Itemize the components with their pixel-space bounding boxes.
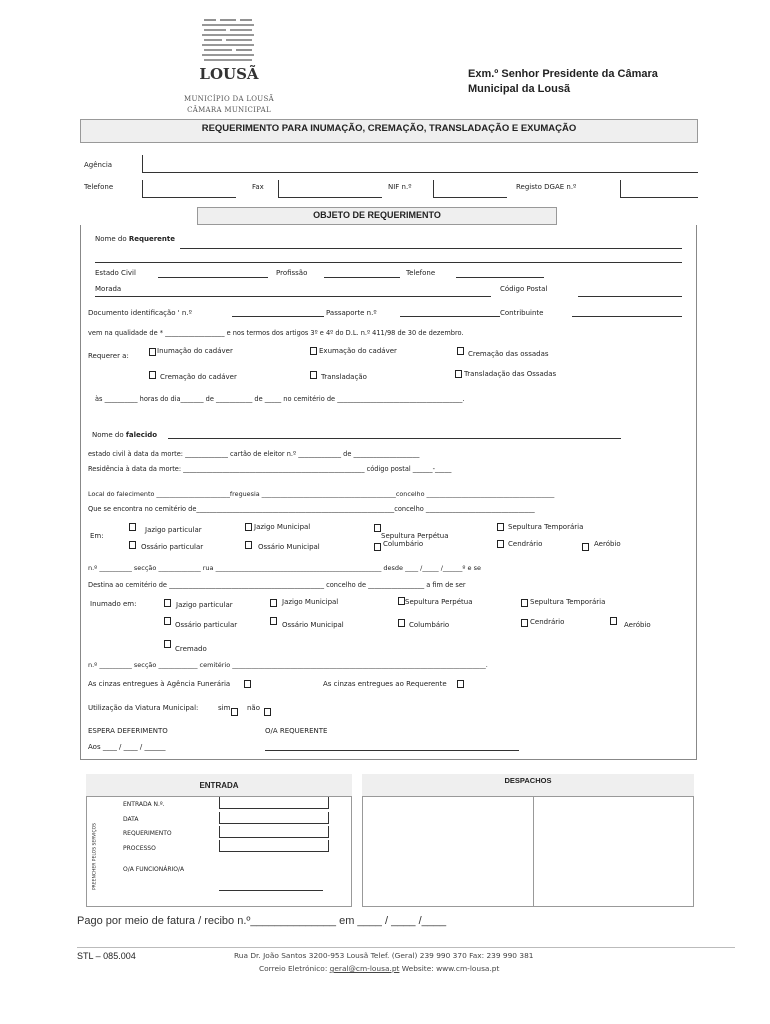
profissao-label: Profissão — [276, 269, 308, 277]
fax-field[interactable] — [278, 197, 382, 198]
addressee-line-1: Exm.º Senhor Presidente da Câmara — [468, 68, 658, 80]
entrada-row-processo: PROCESSO — [123, 845, 156, 852]
ossario-particular-checkbox[interactable] — [129, 541, 136, 549]
viatura-nao-label: não — [247, 704, 261, 712]
inumado-jazigo-municipal-checkbox[interactable] — [270, 599, 277, 607]
trasladacao-checkbox[interactable] — [310, 371, 317, 379]
email-link[interactable]: geral@cm-lousa.pt — [329, 964, 400, 973]
despachos-title: DESPACHOS — [504, 776, 552, 785]
telefone-field[interactable] — [142, 197, 236, 198]
exumacao-checkbox[interactable] — [310, 347, 317, 355]
requerente-signature-label: O/A REQUERENTE — [265, 727, 328, 735]
jazigo-particular-label: Jazigo particular — [145, 526, 202, 534]
cremado-label: Cremado — [175, 645, 207, 653]
inumacao-checkbox[interactable] — [149, 348, 156, 356]
ossario-municipal-checkbox[interactable] — [245, 541, 252, 549]
logo-subtitle-1: MUNICÍPIO DA LOUSÃ — [184, 95, 274, 103]
entrada-requerimento-field[interactable] — [219, 826, 329, 838]
sepultura-temporaria-checkbox[interactable] — [497, 523, 504, 531]
sepultura-perpetua-label: Sepultura Perpétua — [381, 532, 449, 540]
logo-name: LOUSÃ — [199, 65, 259, 83]
codigo-postal-field[interactable] — [578, 296, 682, 297]
passaporte-field[interactable] — [400, 316, 500, 317]
entrada-numero-field[interactable] — [219, 797, 329, 809]
ossario-particular-label: Ossário particular — [141, 543, 204, 551]
passaporte-label: Passaporte n.º — [326, 309, 377, 317]
morada-field[interactable] — [95, 296, 491, 297]
cendrario-label: Cendrário — [508, 540, 543, 548]
footer-divider — [77, 947, 735, 948]
inumado-jazigo-particular-label: Jazigo particular — [176, 601, 233, 609]
cinzas-agencia-checkbox[interactable] — [244, 680, 251, 688]
nif-label: NIF n.º — [388, 183, 412, 191]
objeto-title: OBJETO DE REQUERIMENTO — [313, 210, 441, 220]
local-falecimento-line: Local do falecimento _______________________freguesia __________________________________________concelho ________________________________________ — [88, 490, 555, 498]
inumacao-label: Inumação do cadáver — [157, 347, 233, 355]
telefone-req-label: Telefone — [406, 269, 436, 277]
contribuinte-field[interactable] — [572, 316, 682, 317]
inumado-sepultura-perpetua-label: Sepultura Perpétua — [405, 598, 473, 606]
addressee-line-2: Municipal da Lousã — [468, 83, 571, 95]
agencia-field[interactable] — [142, 172, 698, 173]
entrada-title: ENTRADA — [199, 781, 239, 790]
nome-falecido-label: Nome do falecido — [92, 431, 158, 439]
nome-falecido-field[interactable] — [168, 438, 621, 439]
nome-requerente-label: Nome do Requerente — [95, 235, 175, 243]
destino-line: Destina ao cemitério de _______________________________________________ concelho de _________________ a fim de ser — [88, 581, 466, 589]
entrada-row-data: DATA — [123, 816, 139, 823]
fax-label: Fax — [252, 183, 264, 191]
estado-civil-falecido-line: estado civil à data da morte: _____________ cartão de eleitor n.º _____________ de ____________________ — [88, 450, 420, 458]
entrada-row-requerimento: REQUERIMENTO — [123, 830, 172, 837]
cinzas-requerente-checkbox[interactable] — [457, 680, 464, 688]
footer-code: STL – 085.004 — [77, 951, 136, 961]
contribuinte-label: Contribuinte — [500, 309, 544, 317]
inumado-jazigo-municipal-label: Jazigo Municipal — [282, 598, 339, 606]
cinzas-requerente-label: As cinzas entregues ao Requerente — [323, 680, 447, 688]
requerer-a-label: Requerer a: — [88, 352, 129, 360]
exumacao-label: Exumação do cadáver — [319, 347, 397, 355]
cemiterio-line: Que se encontra no cemitério de____________________________________________________________concelho _________________________________ — [88, 505, 535, 513]
entrada-processo-field[interactable] — [219, 840, 329, 852]
cremacao-ossadas-label: Cremação das ossadas — [468, 350, 549, 358]
logo-subtitle-2: CÂMARA MUNICIPAL — [187, 106, 271, 114]
em-label: Em: — [90, 532, 104, 540]
jazigo-particular-checkbox[interactable] — [129, 523, 136, 531]
documento-field[interactable] — [232, 316, 324, 317]
inumado-columbario-checkbox[interactable] — [398, 619, 405, 627]
funcionario-signature-field[interactable] — [219, 890, 323, 891]
viatura-sim-checkbox[interactable] — [231, 708, 238, 716]
entrada-side-label: PREENCHER PELOS SERVIÇOS — [92, 822, 98, 891]
trasladacao-ossadas-checkbox[interactable] — [455, 370, 462, 378]
nif-field[interactable] — [433, 197, 507, 198]
inumado-jazigo-particular-checkbox[interactable] — [164, 599, 171, 607]
inumado-em-label: Inumado em: — [90, 600, 137, 608]
nome-requerente-field[interactable] — [180, 248, 682, 249]
documento-label: Documento identificação ' n.º — [88, 309, 192, 317]
numero2-line: n.º __________ secção ____________ cemitério ______________________________________________________________________________. — [88, 661, 488, 669]
footer-contact: Correio Eletrónico: geral@cm-lousa.pt Website: www.cm-lousa.pt — [259, 964, 500, 973]
telefone-req-field[interactable] — [456, 277, 544, 278]
columbario-label: Columbário — [383, 540, 424, 548]
estado-civil-label: Estado Civil — [95, 269, 136, 277]
telefone-label: Telefone — [84, 183, 114, 191]
entrada-data-field[interactable] — [219, 812, 329, 824]
cremacao-cadaver-label: Cremação do cadáver — [160, 373, 237, 381]
cremacao-cadaver-checkbox[interactable] — [149, 371, 156, 379]
inumado-aerobio-label: Aeróbio — [624, 621, 651, 629]
espera-deferimento: ESPERA DEFERIMENTO — [88, 727, 168, 735]
cendrario-checkbox[interactable] — [497, 540, 504, 548]
inumado-sepultura-perpetua-checkbox[interactable] — [398, 597, 405, 605]
inumado-ossario-municipal-checkbox[interactable] — [270, 617, 277, 625]
cinzas-agencia-label: As cinzas entregues à Agência Funerária — [88, 680, 231, 688]
requerente-signature-field[interactable] — [265, 750, 519, 751]
registo-field[interactable] — [620, 197, 698, 198]
codigo-postal-label: Código Postal — [500, 285, 548, 293]
trasladacao-ossadas-label: Transladação das Ossadas — [464, 370, 557, 378]
jazigo-municipal-checkbox[interactable] — [245, 523, 252, 531]
agencia-label: Agência — [84, 161, 113, 169]
logo-emblem-icon — [196, 16, 260, 68]
trasladacao-label: Transladação — [321, 373, 367, 381]
horas-line: às __________ horas do dia_______ de ___________ de _____ no cemitério de ______________________________________. — [95, 395, 465, 403]
residencia-line: Residência à data da morte: _______________________________________________________ código postal ______-_____ — [88, 465, 452, 473]
cremacao-ossadas-checkbox[interactable] — [457, 347, 464, 355]
aos-date-line: Aos ____ / ____ / ______ — [88, 743, 166, 751]
inumado-cendrario-checkbox[interactable] — [521, 619, 528, 627]
registo-label: Registo DGAE n.º — [516, 183, 577, 191]
pago-line: Pago por meio de fatura / recibo n.º______________ em ____ / ____ /____ — [77, 915, 447, 927]
form-title: REQUERIMENTO PARA INUMAÇÃO, CREMAÇÃO, TRANSLADAÇÃO E EXUMAÇÃO — [201, 123, 577, 134]
viatura-nao-checkbox[interactable] — [264, 708, 271, 716]
aerobio-checkbox[interactable] — [582, 543, 589, 551]
inumado-ossario-particular-label: Ossário particular — [175, 621, 238, 629]
inumado-cendrario-label: Cendrário — [530, 618, 565, 626]
entrada-row-funcionario: O/A FUNCIONÁRIO/A — [123, 866, 185, 873]
inumado-columbario-label: Columbário — [409, 621, 450, 629]
estado-civil-field[interactable] — [158, 277, 268, 278]
footer-address: Rua Dr. João Santos 3200-953 Lousã Telef. (Geral) 239 990 370 Fax: 239 990 381 — [234, 951, 534, 960]
profissao-field[interactable] — [324, 277, 400, 278]
jazigo-municipal-label: Jazigo Municipal — [254, 523, 311, 531]
inumado-ossario-municipal-label: Ossário Municipal — [282, 621, 344, 629]
qualidade-line: vem na qualidade de * __________________ e nos termos dos artigos 3º e 4º do D.L. n.º 411/98 de 30 de dezembro. — [88, 329, 464, 337]
ossario-municipal-label: Ossário Municipal — [258, 543, 320, 551]
numero-line: n.º __________ secção _____________ rua ___________________________________________________ desde ____ /_____ /______º e se — [88, 564, 481, 572]
cremado-checkbox[interactable] — [164, 640, 171, 648]
inumado-sepultura-temporaria-checkbox[interactable] — [521, 599, 528, 607]
entrada-row-entrada: ENTRADA N.º. — [123, 801, 165, 808]
municipality-logo — [196, 16, 260, 68]
inumado-aerobio-checkbox[interactable] — [610, 617, 617, 625]
sepultura-temporaria-label: Sepultura Temporária — [508, 523, 584, 531]
despachos-divider — [533, 797, 534, 907]
viatura-label: Utilização da Viatura Municipal: — [88, 704, 199, 712]
inumado-sepultura-temporaria-label: Sepultura Temporária — [530, 598, 606, 606]
columbario-checkbox[interactable] — [374, 543, 381, 551]
aerobio-label: Aeróbio — [594, 540, 621, 548]
inumado-ossario-particular-checkbox[interactable] — [164, 617, 171, 625]
viatura-sim-label: sim — [218, 704, 231, 712]
sepultura-perpetua-checkbox[interactable] — [374, 524, 381, 532]
morada-label: Morada — [95, 285, 122, 293]
